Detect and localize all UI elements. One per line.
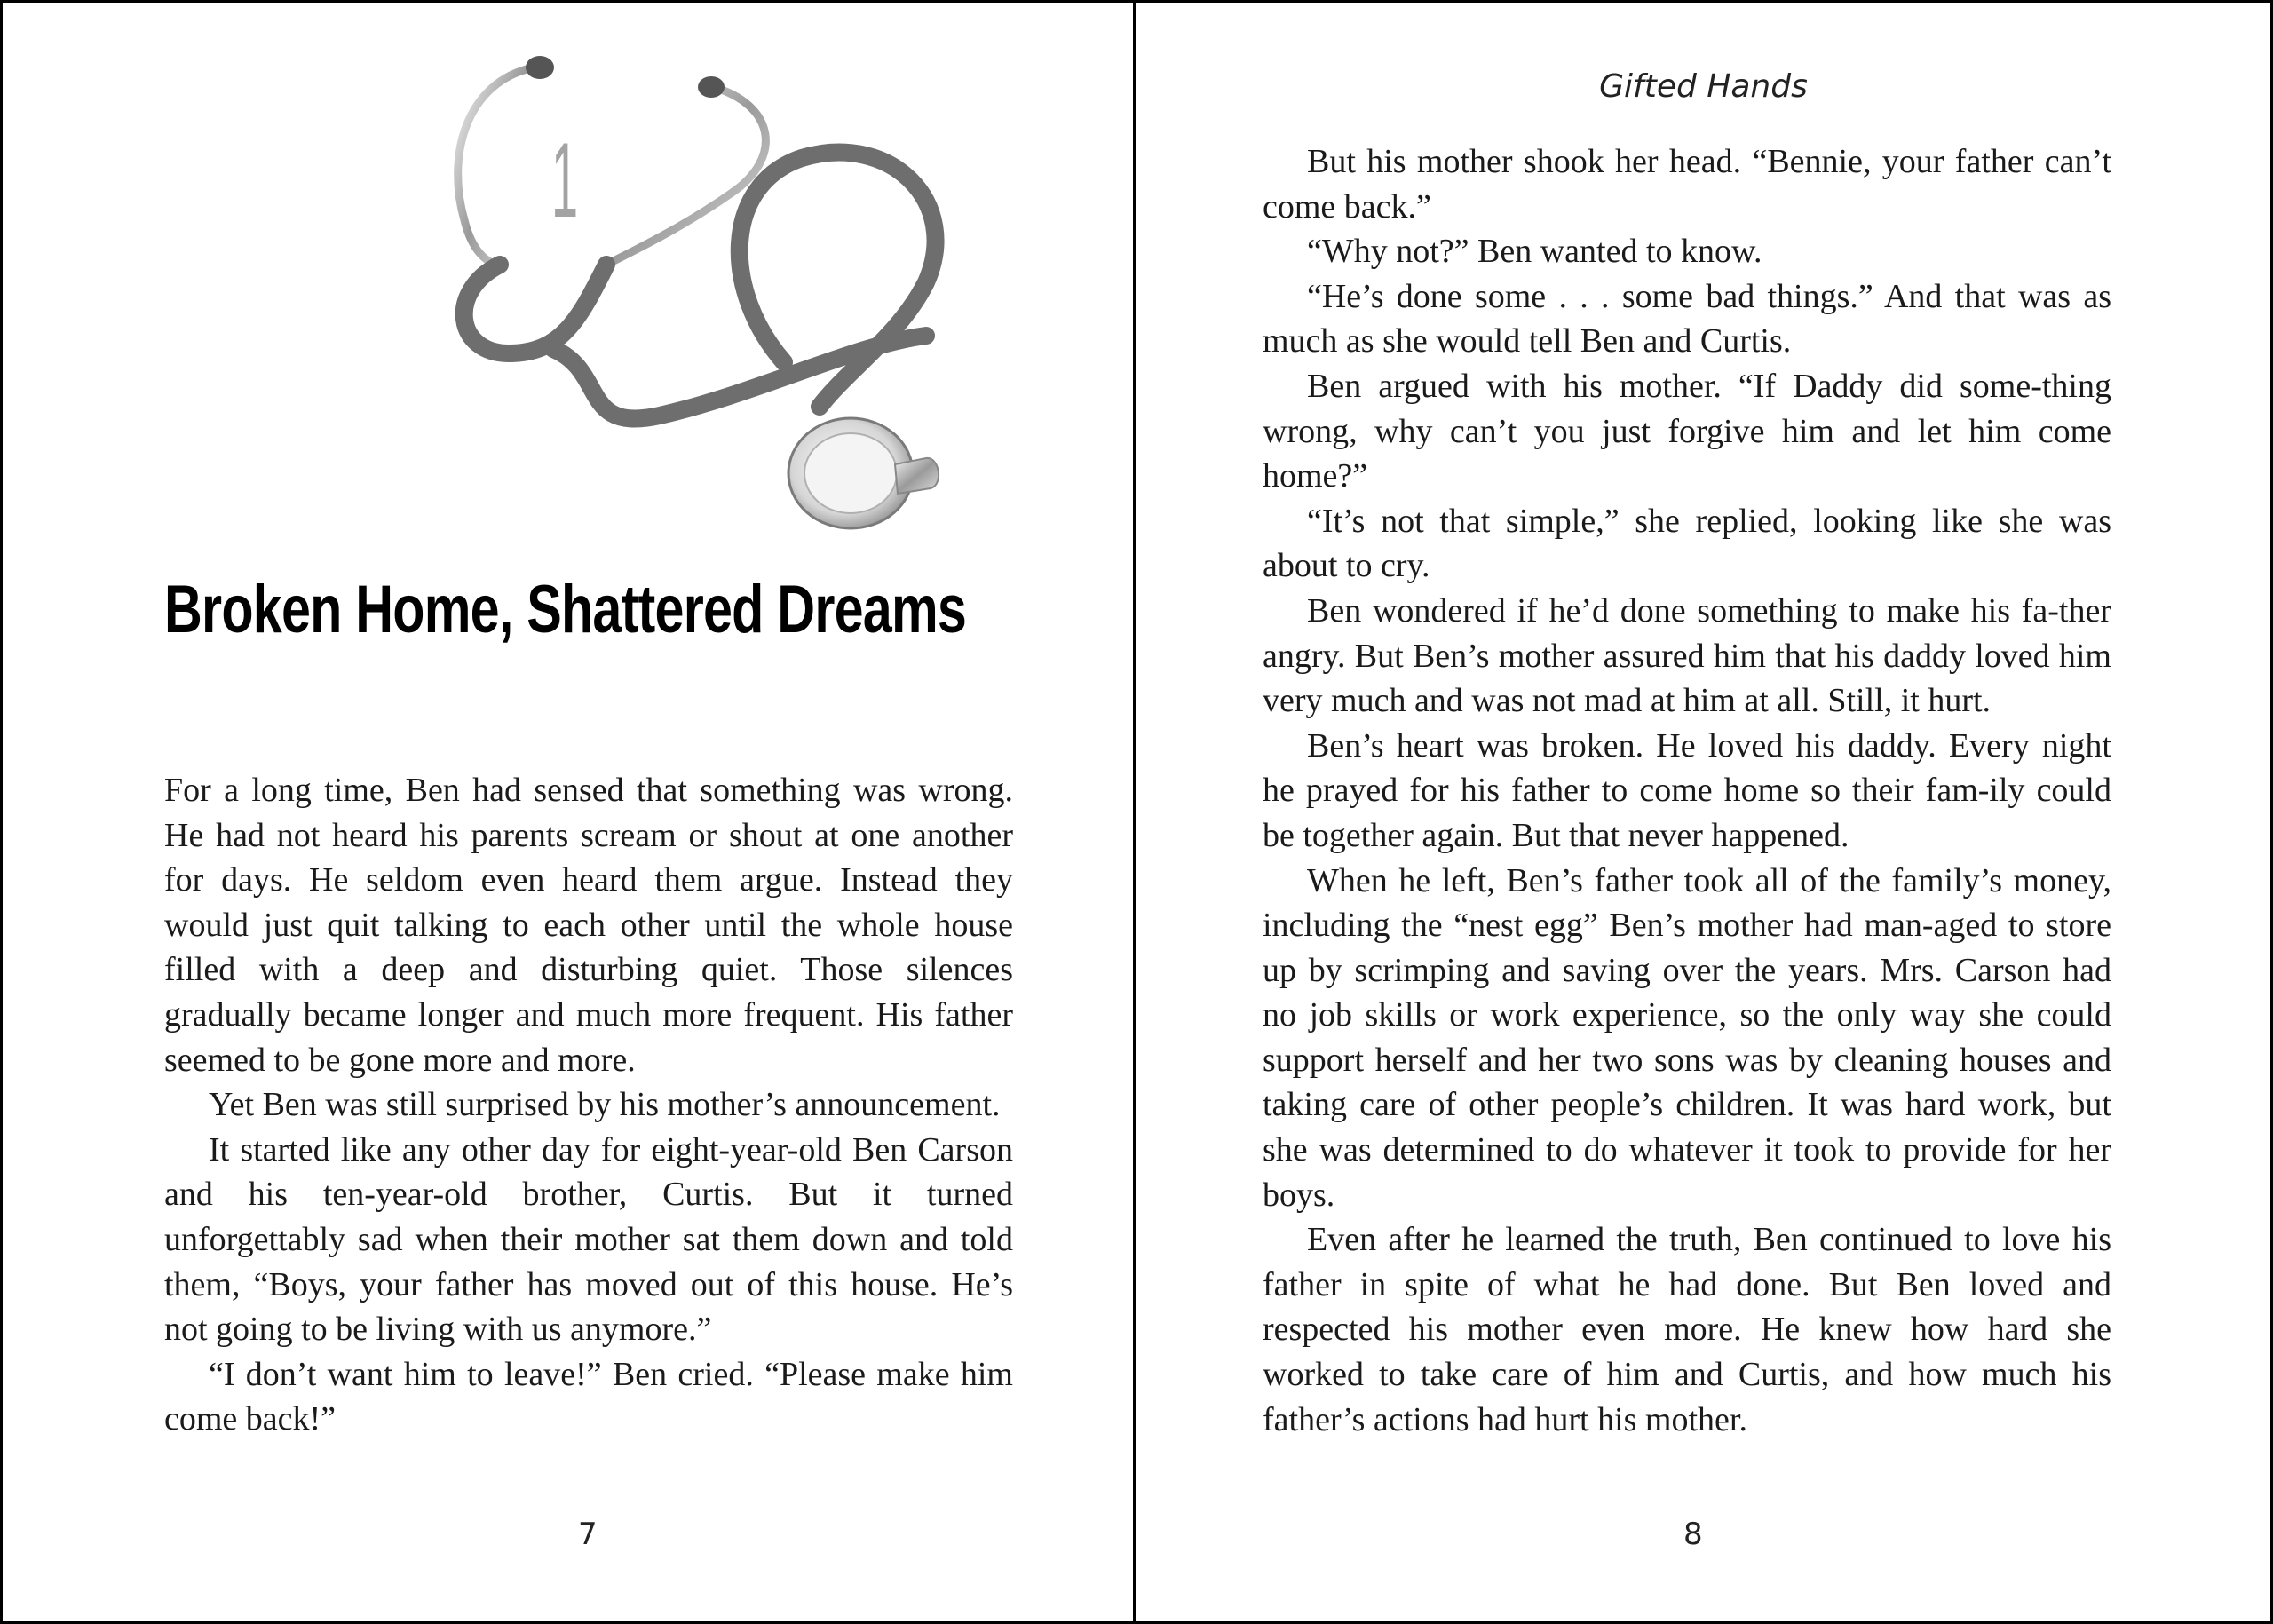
chapter-number: 1 (551, 121, 579, 240)
right-page (1136, 3, 2270, 1621)
paragraph: “He’s done some . . . some bad things.” And that was as much as she would tell Ben and Curtis. (1263, 277, 2111, 360)
paragraph: It started like any other day for eight-year-old Ben Carson and his ten-year-old brother, Curtis. But it turned unforgettably sad when their mother sat them down and told them, “Boys, your father has moved out of this house. He’s not going to be living with us anymore.” (164, 1130, 1013, 1349)
page-number: 8 (1683, 1517, 1703, 1552)
paragraph: “Why not?” Ben wanted to know. (1307, 233, 1762, 271)
paragraph: “I don’t want him to leave!” Ben cried. “Please make him come back!” (164, 1355, 1013, 1438)
page-number: 7 (578, 1517, 598, 1552)
left-page (3, 3, 1136, 1621)
paragraph: Ben wondered if he’d done something to make his fa-ther angry. But Ben’s mother assured him that his daddy loved him very much and was not mad at him at all. Still, it hurt. (1263, 591, 2111, 720)
right-page-body (1263, 139, 2111, 1442)
paragraph: “It’s not that simple,” she replied, looking like she was about to cry. (1263, 502, 2111, 585)
running-head: Gifted Hands (1599, 68, 1808, 105)
stethoscope-icon (429, 51, 1104, 531)
paragraph: For a long time, Ben had sensed that something was wrong. He had not heard his parents scream or shout at one another for days. He seldom even heard them argue. Instead they would just quit talking to each other until the whole house filled with a deep and disturbing quiet. Those silences gradually became longer and much more frequent. His father seemed to be gone more and more. (164, 772, 1013, 1079)
paragraph: Even after he learned the truth, Ben continued to love his father in spite of what he had done. But Ben loved and respected his mother even more. He knew how hard she worked to take care of him and Curtis, and how much his father’s actions had hurt his mother. (1263, 1221, 2111, 1438)
chapter-title: Broken Home, Shattered Dreams (164, 572, 967, 647)
paragraph: Yet Ben was still surprised by his mother’s announcement. (209, 1086, 1001, 1124)
paragraph: Ben’s heart was broken. He loved his daddy. Every night he prayed for his father to come home so their fam-ily could be together again. But that never happened. (1263, 726, 2111, 854)
paragraph: When he left, Ben’s father took all of the family’s money, including the “nest egg” Ben’s mother had man-aged to store up by scrimping and saving over the years. Mrs. Carson had no job skills or work experience, so the only way she could support herself and her two sons was by cleaning houses and taking care of other people’s children. It was hard work, but she was determined to do whatever it took to provide for her boys. (1263, 861, 2111, 1214)
left-page-body (164, 768, 1013, 1442)
paragraph: But his mother shook her head. “Bennie, your father can’t come back.” (1263, 143, 2111, 226)
paragraph: Ben argued with his mother. “If Daddy did some-thing wrong, why can’t you just forgive him and let him come home?” (1263, 367, 2111, 495)
